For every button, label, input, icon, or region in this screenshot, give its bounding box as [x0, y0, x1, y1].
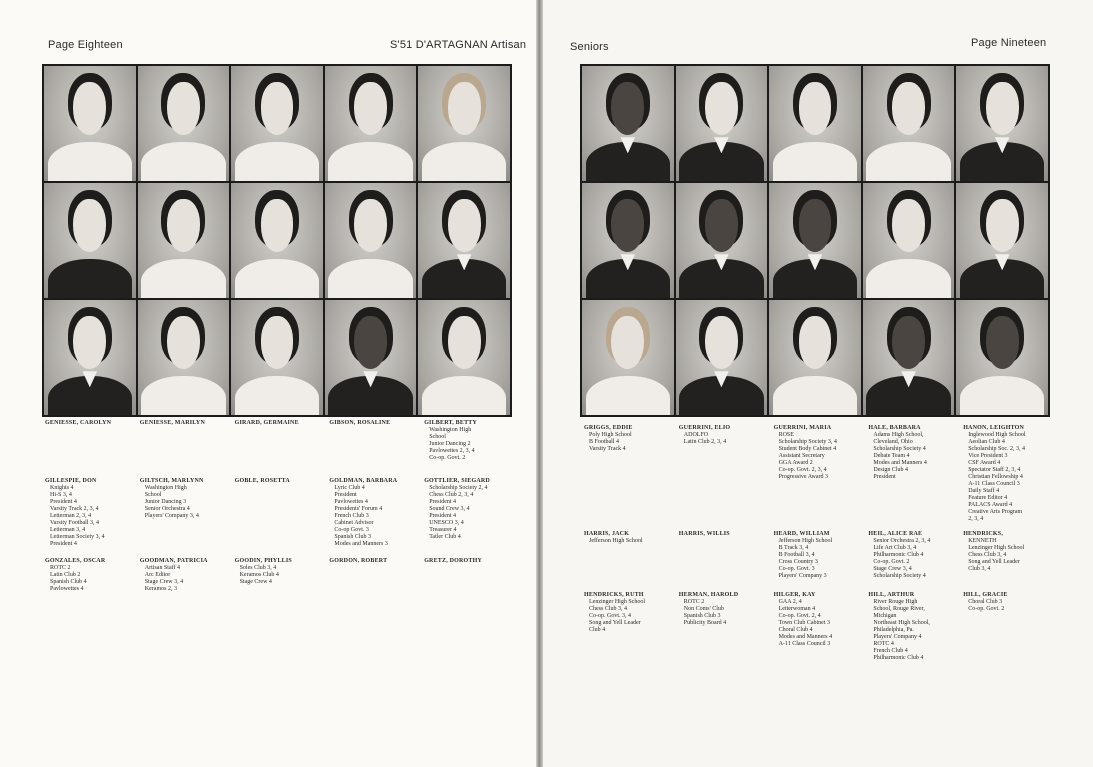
activity-line: Pavlowettes 4: [50, 586, 84, 592]
portrait-photo: [418, 300, 510, 415]
activity-line: Poly High School: [589, 432, 632, 438]
activity-line: Co-op. Govt. 2: [873, 559, 910, 565]
activity-line: Chess Club 2, 3, 4: [429, 492, 474, 498]
senior-entry: [424, 478, 515, 548]
activity-line: ROSE: [778, 432, 794, 438]
activity-line: Co-op. Govt. 3, 4: [589, 613, 631, 619]
page-number-right: Page Nineteen: [971, 37, 1047, 49]
portrait-photo: [676, 66, 768, 181]
activity-line: Philharmonic Club 4: [873, 552, 924, 558]
senior-entry: [45, 558, 136, 593]
senior-entry: [963, 531, 1054, 580]
senior-entry: [329, 420, 420, 462]
senior-name: GILLESPIE, DON: [45, 478, 97, 484]
activity-line: Christian Fellowship 4: [968, 474, 1023, 480]
activity-line: Players' Company 3: [778, 573, 827, 579]
portrait-photo: [582, 300, 674, 415]
activity-line: Scholarship Society 3, 4: [778, 439, 837, 445]
activity-line: Senior Orchestra 4: [144, 506, 190, 512]
activity-line: Cabinet Advisor: [334, 520, 374, 526]
activity-line: Modes and Manners 4: [873, 460, 927, 466]
activity-line: Cross Country 3: [778, 559, 818, 565]
senior-entry: [584, 425, 675, 523]
activity-line: Lyric Club 4: [334, 485, 365, 491]
senior-entry: [329, 558, 420, 593]
portrait-photo: [418, 66, 510, 181]
activity-line: GGA Award 2: [778, 460, 813, 466]
activity-line: Spanish Club 4: [50, 579, 87, 585]
activity-line: Scholarship Soc. 2, 3, 4: [968, 446, 1026, 452]
activity-line: Song and Yell Leader: [968, 559, 1020, 565]
activity-line: B Football 3, 4: [778, 552, 815, 558]
activity-line: Artisan Staff 4: [144, 565, 181, 571]
section-label: Seniors: [570, 41, 609, 53]
activity-line: Keramos 2, 3: [144, 586, 177, 592]
activity-line: PALACS Award 4: [968, 502, 1013, 508]
activity-line: Letterwoman 4: [778, 606, 816, 612]
activity-line: Arc Editor: [144, 572, 171, 578]
senior-entry: [235, 478, 326, 548]
activity-line: Publicity Board 4: [683, 620, 727, 626]
senior-name: HERMAN, HAROLD: [678, 592, 739, 598]
portrait-photo: [418, 183, 510, 298]
senior-name: HARRIS, WILLIS: [678, 531, 730, 537]
activity-line: ROTC 2: [50, 565, 71, 571]
activity-line: 2, 3, 4: [968, 516, 984, 522]
activity-line: Hi-S 3, 4: [50, 492, 72, 498]
book-gutter: [536, 0, 543, 767]
senior-entry: [584, 592, 675, 662]
activity-line: School, Rouge River,: [873, 606, 925, 612]
senior-entry: [774, 592, 865, 662]
activity-line: GAA 2, 4: [778, 599, 802, 605]
activity-line: Non Coms' Club: [683, 606, 724, 612]
activity-line: CSF Award 4: [968, 460, 1001, 466]
page-number-left: Page Eighteen: [48, 39, 123, 51]
activity-line: Treasurer 4: [429, 527, 457, 533]
activity-line: Scholarship Society 4: [873, 573, 926, 579]
activity-line: President: [873, 474, 896, 480]
senior-entry: [868, 531, 959, 580]
senior-name: HILL, ARTHUR: [868, 592, 915, 598]
senior-entry: [140, 478, 231, 548]
activity-line: River Rouge High: [873, 599, 918, 605]
left-yearbook-page: [0, 0, 536, 767]
portrait-photo: [956, 300, 1048, 415]
activity-line: President 4: [429, 499, 457, 505]
activity-line: President 4: [50, 499, 77, 505]
activity-line: President: [334, 492, 357, 498]
senior-entry: [235, 420, 326, 462]
portrait-photo: [325, 66, 417, 181]
activity-line: School: [144, 492, 162, 498]
activity-line: Spectator Staff 2, 3, 4: [968, 467, 1021, 473]
portrait-photo: [582, 66, 674, 181]
activity-line: Chess Club 3, 4: [589, 606, 628, 612]
senior-entry: [868, 592, 959, 662]
activity-line: Stage Crew 3, 4: [873, 566, 912, 572]
senior-name: HANON, LEIGHTON: [963, 425, 1025, 431]
senior-name: HARRIS, JACK: [584, 531, 630, 537]
senior-name: GORDON, ROBERT: [329, 558, 388, 564]
activity-line: Progressive Award 3: [778, 474, 829, 480]
activity-line: Junior Dancing 3: [144, 499, 187, 505]
senior-name: GOBLE, ROSETTA: [234, 478, 290, 484]
senior-name: GOODIN, PHYLLIS: [234, 558, 292, 564]
senior-name: GENIESSE, MARILYN: [139, 420, 205, 426]
activity-line: Senior Orchestra 2, 3, 4: [873, 538, 931, 544]
activity-line: Vice President 3: [968, 453, 1008, 459]
activity-line: Town Club Cabinet 3: [778, 620, 831, 626]
senior-entry: [235, 558, 326, 593]
senior-name: HALE, BARBARA: [868, 425, 921, 431]
activity-line: Latin Club 2: [50, 572, 81, 578]
activity-line: Choral Club 4: [778, 627, 813, 633]
portrait-photo: [231, 300, 323, 415]
activity-line: President 4: [429, 513, 457, 519]
activity-line: Club 4: [589, 627, 606, 633]
portrait-photo: [863, 66, 955, 181]
activity-line: School: [429, 434, 446, 440]
activity-line: Inglewood High School: [968, 432, 1026, 438]
portrait-photo: [863, 300, 955, 415]
activity-line: Pavlowettes 4: [334, 499, 368, 505]
activity-line: ROTC 2: [683, 599, 705, 605]
activity-line: Creative Arts Program: [968, 509, 1023, 515]
senior-name: HEIL, ALICE RAE: [868, 531, 923, 537]
running-head: S'51 D'ARTAGNAN Artisan: [390, 39, 527, 51]
senior-name: GRETZ, DOROTHY: [424, 558, 482, 564]
activity-line: Stage Crew 3, 4: [144, 579, 184, 585]
senior-name: HILGER, KAY: [773, 592, 816, 598]
activity-line: Aeolian Club 4: [968, 439, 1005, 445]
activity-line: Co-op. Govt. 2, 4: [778, 613, 821, 619]
activity-line: Life Art Club 3, 4: [873, 545, 917, 551]
portrait-photo: [769, 183, 861, 298]
activity-line: Sound Crew 3, 4: [429, 506, 470, 512]
activity-line: Modes and Manners 4: [778, 634, 833, 640]
senior-name: GENIESSE, CAROLYN: [45, 420, 112, 426]
portrait-photo: [325, 183, 417, 298]
senior-entry: [868, 425, 959, 523]
activity-line: Song and Yell Leader: [589, 620, 641, 626]
activity-line: Philharmonic Club 4: [873, 655, 924, 661]
activity-line: Latin Club 2, 3, 4: [683, 439, 727, 445]
activity-line: Stage Crew 4: [239, 579, 272, 585]
activity-line: Spanish Club 3: [683, 613, 721, 619]
portrait-photo: [138, 66, 230, 181]
activity-line: Players' Company 4: [873, 634, 922, 640]
senior-name: HILL, GRACIE: [963, 592, 1008, 598]
activity-line: Keramos Club 4: [239, 572, 279, 578]
senior-entry: [679, 531, 770, 580]
senior-name: GUERRINI, MARIA: [773, 425, 832, 431]
portrait-photo: [956, 183, 1048, 298]
senior-entry: [424, 558, 515, 593]
activity-line: Spanish Club 3: [334, 534, 372, 540]
activity-line: Presidents' Forum 4: [334, 506, 383, 512]
activity-line: Co-op. Govt. 3: [778, 566, 815, 572]
activity-line: Assistant Secretary: [778, 453, 825, 459]
activity-line: Letterman 3, 4: [50, 527, 86, 533]
activity-line: Letterman Society 3, 4: [50, 534, 105, 540]
senior-entry: [329, 478, 420, 548]
portrait-photo: [582, 183, 674, 298]
senior-name: HENDRICKS,: [963, 531, 1004, 537]
activity-line: Northeast High School,: [873, 620, 930, 626]
portrait-photo: [138, 300, 230, 415]
activity-line: Scholarship Society 2, 4: [429, 485, 488, 491]
activity-line: Jefferson High School: [778, 538, 833, 544]
activity-line: Washington High: [429, 427, 472, 433]
senior-name: GRIGGS, EDDIE: [584, 425, 633, 431]
activity-line: Lenzinger High School: [968, 545, 1025, 551]
senior-entry: [774, 531, 865, 580]
activity-line: Student Body Cabinet 4: [778, 446, 837, 452]
senior-entry: [679, 592, 770, 662]
activity-line: Adams High School,: [873, 432, 924, 438]
activity-line: Debate Team 4: [873, 453, 910, 459]
senior-entry: [679, 425, 770, 523]
senior-name: GOTTLIER, SIEGARD: [424, 478, 490, 484]
activity-line: Co-op. Govt. 2: [968, 606, 1005, 612]
portrait-photo: [769, 66, 861, 181]
activity-line: Letterman 2, 3, 4: [50, 513, 92, 519]
portrait-photo: [769, 300, 861, 415]
portrait-photo: [138, 183, 230, 298]
activity-line: Club 3, 4: [968, 566, 991, 572]
senior-name: GIBSON, ROSALINE: [329, 420, 391, 426]
activity-line: UNESCO 3, 4: [429, 520, 464, 526]
portrait-photo: [676, 300, 768, 415]
activity-line: French Club 3: [334, 513, 369, 519]
senior-entry: [963, 592, 1054, 662]
activity-line: Tatler Club 4: [429, 534, 461, 540]
senior-name: GOODMAN, PATRICIA: [139, 558, 208, 564]
activity-line: Philadelphia, Pa.: [873, 627, 914, 633]
activity-line: Scholarship Society 4: [873, 446, 926, 452]
activity-line: KENNETH: [968, 538, 997, 544]
activity-line: Players' Company 3, 4: [144, 513, 199, 519]
activity-line: Jefferson High School: [589, 538, 643, 544]
activity-line: Junior Dancing 2: [429, 441, 471, 447]
left-photo-grid: [42, 64, 512, 417]
portrait-photo: [231, 183, 323, 298]
activity-line: A-11 Class Council 3: [778, 641, 831, 647]
senior-entry: [774, 425, 865, 523]
activity-line: Pavlowettes 2, 3, 4: [429, 448, 475, 454]
right-photo-grid: [580, 64, 1050, 417]
senior-entry: [963, 425, 1054, 523]
portrait-photo: [325, 300, 417, 415]
portrait-photo: [44, 183, 136, 298]
senior-entry: [424, 420, 515, 462]
senior-entry: [45, 420, 136, 462]
activity-line: Feature Editor 4: [968, 495, 1008, 501]
senior-entry: [140, 420, 231, 462]
senior-entry: [140, 558, 231, 593]
senior-name: HEARD, WILLIAM: [773, 531, 830, 537]
activity-line: Varsity Track 4: [589, 446, 626, 452]
senior-name: GILBERT, BETTY: [424, 420, 478, 426]
activity-line: Co-op. Govt. 2: [429, 455, 466, 461]
activity-line: President 4: [50, 541, 77, 547]
portrait-photo: [676, 183, 768, 298]
activity-line: ADOLFO: [683, 432, 709, 438]
activity-line: A-11 Class Council 3: [968, 481, 1020, 487]
portrait-photo: [44, 66, 136, 181]
senior-entry: [584, 531, 675, 580]
activity-line: B Track 3, 4: [778, 545, 809, 551]
activity-line: Design Club 4: [873, 467, 909, 473]
activity-line: Cleveland, Ohio: [873, 439, 913, 445]
senior-name: GOLDMAN, BARBARA: [329, 478, 398, 484]
senior-name: GUERRINI, ELIO: [678, 425, 731, 431]
activity-line: Chess Club 3, 4: [968, 552, 1007, 558]
activity-line: Michigan: [873, 613, 897, 619]
activity-line: ROTC 4: [873, 641, 894, 647]
senior-name: GONZALES, OSCAR: [45, 558, 106, 564]
activity-line: Washington High: [144, 485, 187, 491]
activity-line: Varsity Track 2, 3, 4: [50, 506, 99, 512]
activity-line: Co-op Govt. 3: [334, 527, 369, 533]
activity-line: Daily Staff 4: [968, 488, 1000, 494]
senior-name: HENDRICKS, RUTH: [584, 592, 644, 598]
portrait-photo: [44, 300, 136, 415]
portrait-photo: [863, 183, 955, 298]
activity-line: Co-op. Govt. 2, 3, 4: [778, 467, 827, 473]
activity-line: French Club 4: [873, 648, 908, 654]
activity-line: B Football 4: [589, 439, 620, 445]
activity-line: Modes and Manners 3: [334, 541, 388, 547]
activity-line: Choral Club 3: [968, 599, 1003, 605]
senior-name: GILTSCH, MARLYNN: [139, 478, 204, 484]
activity-line: Varsity Football 3, 4: [50, 520, 99, 526]
portrait-photo: [956, 66, 1048, 181]
portrait-photo: [231, 66, 323, 181]
senior-name: GIRARD, GERMAINE: [234, 420, 299, 426]
activity-line: Lenzinger High School: [589, 599, 645, 605]
activity-line: Knights 4: [50, 485, 74, 491]
senior-entry: [45, 478, 136, 548]
activity-line: Soles Club 3, 4: [239, 565, 277, 571]
